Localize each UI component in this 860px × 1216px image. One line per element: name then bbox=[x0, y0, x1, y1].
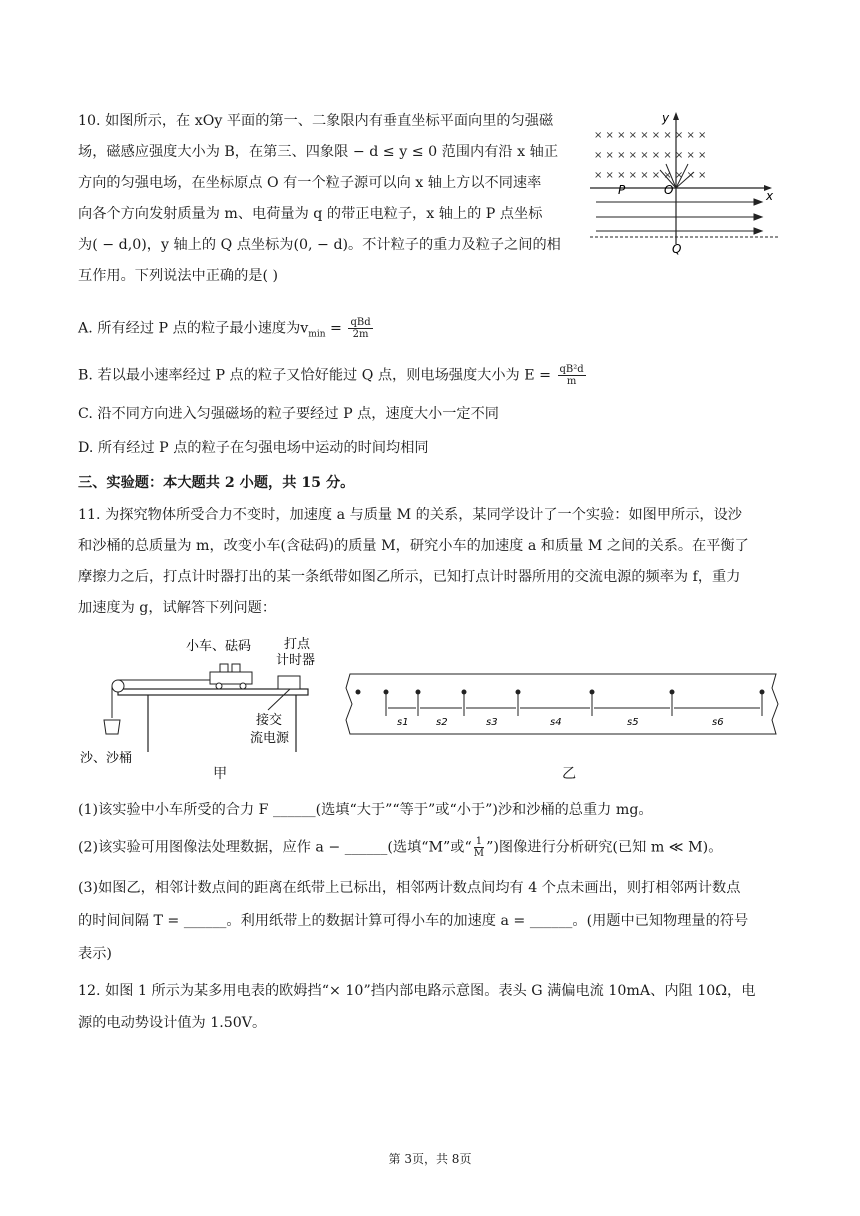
q10-line-3: 方向的匀强电场，在坐标原点 O 有一个粒子源可以向 x 轴上方以不同速率 bbox=[78, 175, 542, 191]
q11-part-3-line-1: (3)如图乙，相邻计数点间的距离在纸带上已标出，相邻两计数点间均有 4 个点未画出，则打相邻两计数点 bbox=[78, 880, 741, 896]
car-label: 小车、砝码 bbox=[186, 639, 252, 654]
q11-line-4: 加速度为 g，试解答下列问题： bbox=[78, 600, 277, 616]
electric-field-lines bbox=[596, 199, 762, 234]
q11-part-3-line-3: 表示) bbox=[78, 946, 112, 962]
timer-label-2: 计时器 bbox=[276, 653, 316, 668]
segment-label: s3 bbox=[486, 717, 498, 728]
segment-label: s4 bbox=[550, 717, 562, 728]
point-q-label: Q bbox=[672, 242, 682, 256]
q11-figure-a bbox=[78, 634, 323, 784]
segment-label: s5 bbox=[627, 717, 639, 728]
sand-bucket bbox=[104, 720, 120, 734]
q10-option-b: B. 若以最小速率经过 P 点的粒子又恰好能过 Q 点，则电场强度大小为 E = $\frac{\text{qB²d}}{m}$ bbox=[78, 364, 584, 387]
q10-line-2: 场，磁感应强度大小为 B，在第三、四象限 − d ≤ y ≤ 0 范围内有沿 x 轴正 bbox=[78, 144, 559, 160]
pulley bbox=[112, 680, 124, 692]
q10-line-5: 为( − d,0)，y 轴上的 Q 点坐标为(0, − d)。不计粒子的重力及粒子之间的相 bbox=[78, 237, 561, 253]
q12-line-1: 12. 如图 1 所示为某多用电表的欧姆挡“× 10”挡内部电路示意图。表头 G 满偏电流 10mA、内阻 10Ω，电 bbox=[78, 983, 756, 999]
x-axis-label: x bbox=[766, 189, 774, 203]
q10-option-d: D. 所有经过 P 点的粒子在匀强电场中运动的时间均相同 bbox=[78, 440, 429, 456]
segment-label: s6 bbox=[712, 717, 724, 728]
q11-line-1: 11. 为探究物体所受合力不变时，加速度 a 与质量 M 的关系，某同学设计了一个实验：如图甲所示，设沙 bbox=[78, 507, 742, 523]
page-footer: 第 3页，共 8页 bbox=[388, 1152, 472, 1166]
pointer-line bbox=[268, 689, 290, 710]
ac-label-1: 接交 bbox=[256, 713, 283, 728]
q10-line-6: 互作用。下列说法中正确的是( ) bbox=[78, 268, 279, 284]
figure-a-caption: 甲 bbox=[213, 766, 228, 782]
ac-label-2: 流电源 bbox=[250, 731, 290, 746]
sand-label: 沙、沙桶 bbox=[80, 751, 133, 766]
tape-dot bbox=[356, 690, 361, 695]
q11-figure-b bbox=[344, 670, 784, 742]
timer-label-1: 打点 bbox=[284, 637, 311, 652]
q10-line-4: 向各个方向发射质量为 m、电荷量为 q 的带正电粒子，x 轴上的 P 点坐标 bbox=[78, 206, 543, 222]
point-p-label: P bbox=[618, 183, 626, 197]
fraction: $\frac{1}{M}$ bbox=[473, 836, 485, 859]
q12-line-2: 源的电动势设计值为 1.50V。 bbox=[78, 1015, 267, 1031]
fraction: $\frac{\text{qBd}}{2m}$ bbox=[350, 317, 371, 340]
magnetic-field-crosses bbox=[594, 130, 706, 181]
timer bbox=[278, 676, 300, 689]
q10-field-figure bbox=[588, 104, 788, 264]
q11-part-2: (2)该实验可用图像法处理数据，应作 a − ______(选填“M”或“ $\frac{1}{M}$ ”)图像进行分析研究(已知 m ≪ M)。 bbox=[78, 836, 723, 859]
svg-text:× × × × × × × × × ×: × × × × × × × × × × bbox=[594, 150, 707, 161]
y-axis-arrow-icon bbox=[673, 112, 679, 120]
q11-part-3-line-2: 的时间间隔 T = ______。利用纸带上的数据计算可得小车的加速度 a = ______。(用题中已知物理量的符号 bbox=[78, 913, 749, 929]
q11-line-3: 摩擦力之后，打点计时器打出的某一条纸带如图乙所示，已知打点计时器所用的交流电源的频率为 f，重力 bbox=[78, 569, 741, 585]
q10-line-1: 10. 如图所示，在 xOy 平面的第一、二象限内有垂直坐标平面向里的匀强磁 bbox=[78, 113, 554, 129]
svg-text:× × × × × × × × × ×: × × × × × × × × × × bbox=[594, 170, 707, 181]
q10-option-a: A. 所有经过 P 点的粒子最小速度为$v_{min}$ = $\frac{\text{qBd}}{2m}$ bbox=[78, 317, 371, 340]
cart bbox=[210, 664, 252, 689]
origin-label: O bbox=[664, 183, 674, 197]
svg-text:× × × × × × × × × ×: × × × × × × × × × × bbox=[594, 130, 707, 141]
q10-option-c: C. 沿不同方向进入匀强磁场的粒子要经过 P 点，速度大小一定不同 bbox=[78, 406, 499, 422]
y-axis-label: y bbox=[662, 111, 670, 125]
segment-label: s2 bbox=[436, 717, 448, 728]
segment-label: s1 bbox=[397, 717, 409, 728]
q11-part-1: (1)该实验中小车所受的合力 F ______(选填“大于”“等于”或“小于”)沙和沙桶的总重力 mg。 bbox=[78, 802, 653, 818]
fraction: $\frac{\text{qB²d}}{m}$ bbox=[559, 364, 584, 387]
q11-line-2: 和沙桶的总质量为 m，改变小车(含砝码)的质量 M，研究小车的加速度 a 和质量 M 之间的关系。在平衡了 bbox=[78, 538, 749, 554]
figure-b-caption: 乙 bbox=[562, 766, 577, 782]
section-3-heading: 三、实验题：本大题共 2 小题，共 15 分。 bbox=[78, 475, 355, 491]
